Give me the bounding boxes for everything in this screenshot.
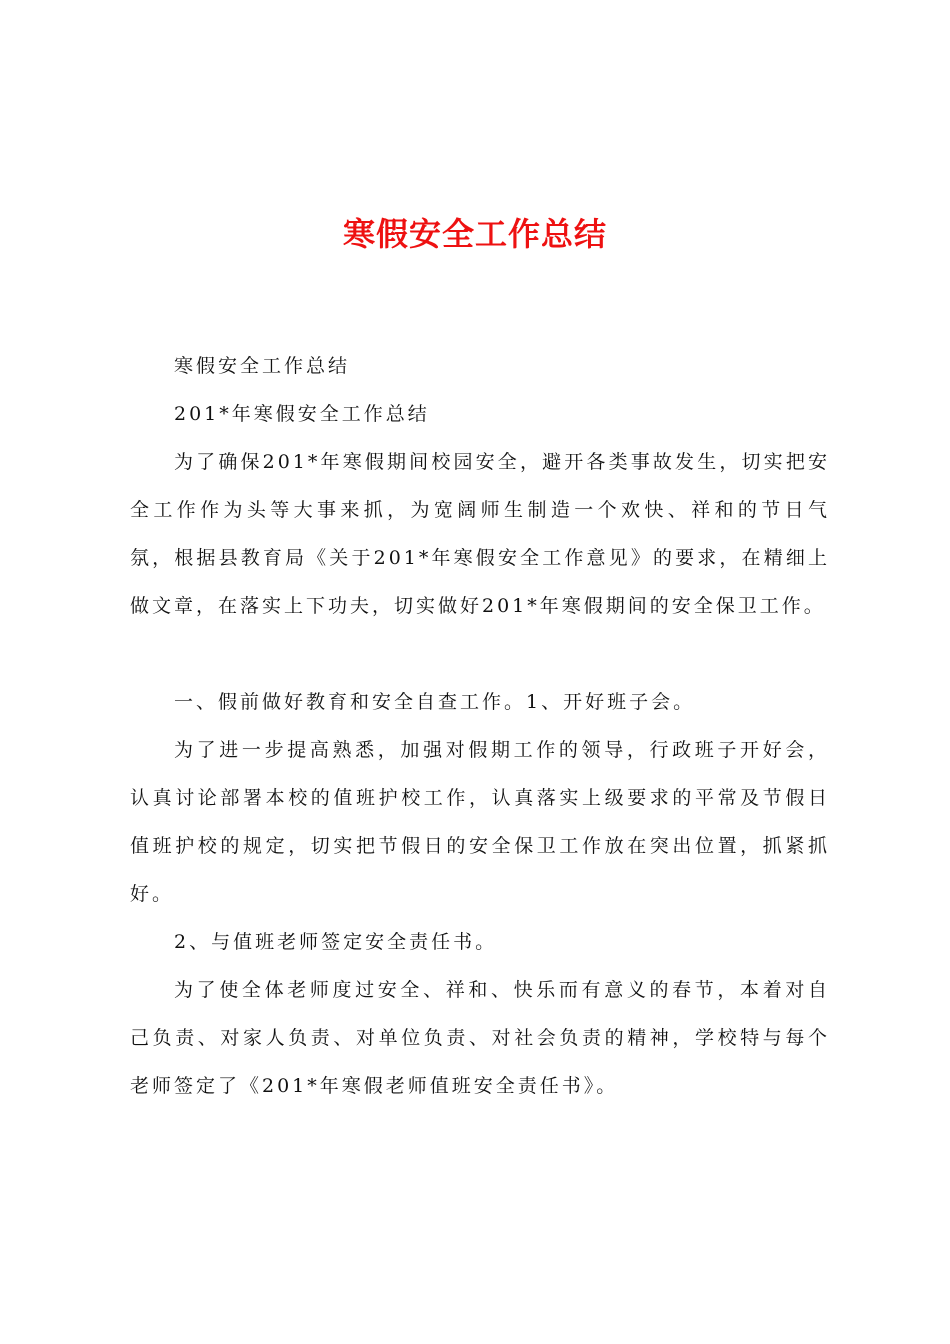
- document-title: 寒假安全工作总结: [342, 215, 607, 253]
- paragraph-item-two: 2、与值班老师签定安全责任书。: [174, 931, 498, 953]
- document-body: [130, 342, 830, 1110]
- paragraph-heading: 寒假安全工作总结: [174, 355, 351, 377]
- paragraph-intro: 为了确保201*年寒假期间校园安全，避开各类事故发生，切实把安全工作作为头等大事来抓，为宽阔师生制造一个欢快、祥和的节日气氛，根据县教育局《关于201*年寒假安全工作意见》的要求，在精细上做文章，在落实上下功夫，切实做好201*年寒假期间的安全保卫工作。: [130, 451, 830, 617]
- paragraph-section-one: 一、假前做好教育和安全自查工作。1、开好班子会。: [174, 691, 696, 713]
- paragraph-subheading: 201*年寒假安全工作总结: [174, 403, 430, 425]
- paragraph-responsibility: 为了使全体老师度过安全、祥和、快乐而有意义的春节，本着对自己负责、对家人负责、对单位负责、对社会负责的精神，学校特与每个老师签定了《201*年寒假老师值班安全责任书》。: [130, 979, 830, 1097]
- paragraph-leadership-meeting: 为了进一步提高熟悉，加强对假期工作的领导，行政班子开好会，认真讨论部署本校的值班护校工作，认真落实上级要求的平常及节假日值班护校的规定，切实把节假日的安全保卫工作放在突出位置，抓紧抓好。: [130, 739, 830, 905]
